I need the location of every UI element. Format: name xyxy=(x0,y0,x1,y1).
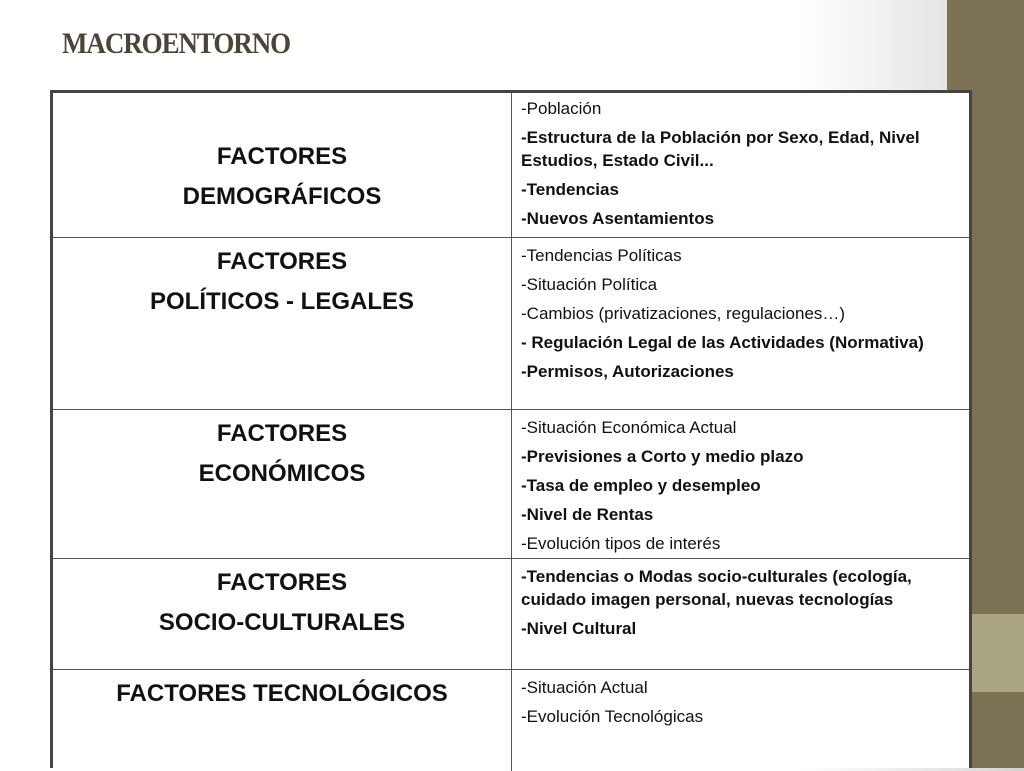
category-line: FACTORES xyxy=(216,420,348,447)
category-line: FACTORES xyxy=(216,248,348,275)
list-item: -Población xyxy=(521,99,602,118)
items-cell xyxy=(512,670,969,771)
list-item: -Cambios (privatizaciones, regulaciones…) xyxy=(521,304,846,323)
category-line: POLÍTICOS - LEGALES xyxy=(149,288,414,315)
category-cell xyxy=(53,410,512,558)
category-cell xyxy=(53,559,512,669)
list-item: -Nivel Cultural xyxy=(521,619,637,638)
table-row xyxy=(53,93,969,237)
table-row xyxy=(53,558,969,669)
items-cell xyxy=(512,410,969,558)
category-cell xyxy=(53,238,512,409)
list-item: -Nuevos Asentamientos xyxy=(521,209,715,228)
list-item: -Tasa de empleo y desempleo xyxy=(521,476,761,495)
list-item: -Situación Política xyxy=(521,275,658,294)
items-cell xyxy=(512,559,969,669)
list-item: -Situación Económica Actual xyxy=(521,418,737,437)
category-line: FACTORES TECNOLÓGICOS xyxy=(116,680,448,707)
list-item: -Tendencias xyxy=(521,180,619,199)
category-line: DEMOGRÁFICOS xyxy=(182,183,382,210)
list-item: -Estructura de la Población por Sexo, Edad, Nivel Estudios, Estado Civil... xyxy=(521,128,920,170)
list-item: -Tendencias Políticas xyxy=(521,246,682,265)
list-item: -Situación Actual xyxy=(521,678,648,697)
category-line: FACTORES xyxy=(216,569,348,596)
items-cell xyxy=(512,238,969,409)
list-item: -Permisos, Autorizaciones xyxy=(521,362,734,381)
list-item: -Evolución tipos de interés xyxy=(521,534,721,553)
table-row xyxy=(53,669,969,771)
items-cell xyxy=(512,93,969,237)
factors-table xyxy=(50,90,972,768)
table-row xyxy=(53,237,969,409)
category-line: ECONÓMICOS xyxy=(198,460,366,487)
list-item: -Evolución Tecnológicas xyxy=(521,707,704,726)
category-cell xyxy=(53,670,512,771)
category-line: SOCIO-CULTURALES xyxy=(158,609,406,636)
category-line: FACTORES xyxy=(216,143,348,170)
list-item: -Previsiones a Corto y medio plazo xyxy=(521,447,804,466)
list-item: - Regulación Legal de las Actividades (Normativa) xyxy=(521,333,924,352)
table-row xyxy=(53,409,969,558)
list-item: -Nivel de Rentas xyxy=(521,505,654,524)
category-cell xyxy=(53,93,512,237)
slide-title: MACROENTORNO xyxy=(62,27,291,60)
list-item: -Tendencias o Modas socio-culturales (ecología, cuidado imagen personal, nuevas tecnologías xyxy=(521,567,912,609)
